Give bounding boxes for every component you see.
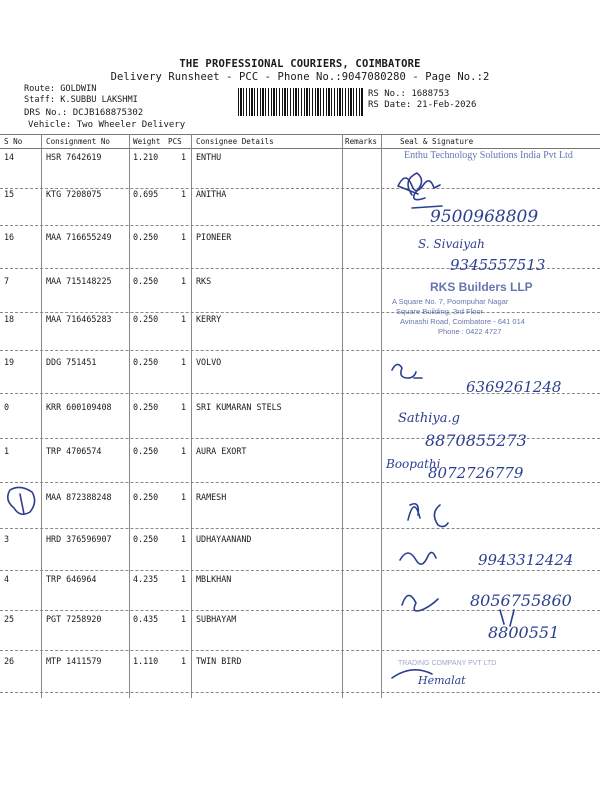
col-consignee-header: Consignee Details [196, 137, 274, 146]
pcs-cell: 1 [181, 656, 187, 666]
consignment-cell: MAA 715148225 [46, 276, 112, 286]
weight-cell: 0.250 [133, 314, 159, 324]
consignment-cell: TRP 646964 [46, 574, 97, 584]
runsheet-subtitle: Delivery Runsheet - PCC - Phone No.:9047080280 - Page No.:2 [110, 71, 490, 83]
consignment-cell: MAA 872388248 [46, 492, 112, 502]
consignment-cell: MAA 716465283 [46, 314, 112, 324]
enthu-company-stamp: Enthu Technology Solutions India Pvt Ltd [404, 150, 573, 161]
sno-cell: 19 [4, 357, 15, 367]
sno-cell: 3 [4, 534, 10, 544]
consignee-cell: SUBHAYAM [196, 614, 237, 624]
col-pcs-header: PCS [168, 137, 182, 146]
row21-phone-handwriting: 8072726779 [428, 464, 524, 482]
signature-scribble [408, 173, 442, 208]
sno-cell: 18 [4, 314, 15, 324]
consignment-cell: TRP 4706574 [46, 446, 102, 456]
pcs-cell: 1 [181, 402, 187, 412]
route-text: Route: GOLDWIN [24, 84, 97, 94]
sno-cell: 25 [4, 614, 15, 624]
row20-phone-handwriting: 8870855273 [425, 431, 527, 450]
weight-cell: 0.250 [133, 492, 159, 502]
sno-cell: 0 [4, 402, 10, 412]
pcs-cell: 1 [181, 534, 187, 544]
pcs-cell: 1 [181, 232, 187, 242]
consignee-cell: ANITHA [196, 189, 227, 199]
sno-cell: 15 [4, 189, 15, 199]
rs-no-text: RS No.: 1688753 [368, 89, 450, 99]
weight-cell: 0.435 [133, 614, 159, 624]
rks-stamp-name: RKS Builders LLP [430, 280, 533, 294]
weight-cell: 0.250 [133, 357, 159, 367]
row25-phone-handwriting: 8800551 [488, 623, 560, 642]
signature-scribble [402, 595, 438, 611]
consignment-cell: MTP 1411579 [46, 656, 102, 666]
rks-stamp-address-3: Avinashi Road, Coimbatore - 641 014 [400, 317, 525, 326]
consignee-cell: ENTHU [196, 152, 222, 162]
rks-stamp-phone: Phone : 0422 4727 [438, 327, 502, 336]
pcs-cell: 1 [181, 314, 187, 324]
signature-scribble [392, 364, 422, 378]
sno-cell: 14 [4, 152, 15, 162]
signature-scribble [400, 552, 436, 564]
consignee-cell: AURA EXORT [196, 446, 247, 456]
pcs-cell: 1 [181, 446, 187, 456]
pcs-cell: 1 [181, 492, 187, 502]
weight-cell: 0.250 [133, 232, 159, 242]
consignment-cell: HSR 7642619 [46, 152, 102, 162]
consignment-cell: KRR 600109408 [46, 402, 112, 412]
row23-phone-handwriting: 9943312424 [478, 551, 574, 569]
col-consignment-header: Consignment No [46, 137, 111, 146]
col-weight-header: Weight [133, 137, 161, 146]
pcs-cell: 1 [181, 614, 187, 624]
col-sno-header: S No [4, 137, 23, 146]
row26-name-handwriting: Hemalat [418, 674, 466, 687]
sno-cell: 16 [4, 232, 15, 242]
consignment-cell: MAA 716655249 [46, 232, 112, 242]
pcs-cell: 1 [181, 189, 187, 199]
row15-phone-handwriting: 9500968809 [430, 207, 539, 227]
signature-scribble [408, 504, 448, 527]
pcs-cell: 1 [181, 357, 187, 367]
consignment-cell: PGT 7258920 [46, 614, 102, 624]
ramesh-circle-mark [8, 487, 35, 514]
weight-cell: 0.695 [133, 189, 159, 199]
rks-stamp-address-2: Square Building, 3rd Floor [396, 307, 484, 316]
weight-cell: 0.250 [133, 276, 159, 286]
pcs-cell: 1 [181, 152, 187, 162]
row21-name-handwriting: Boopathi [386, 457, 441, 471]
consignee-cell: MBLKHAN [196, 574, 232, 584]
consignee-cell: PIONEER [196, 232, 232, 242]
consignment-cell: HRD 376596907 [46, 534, 112, 544]
weight-cell: 1.110 [133, 656, 159, 666]
weight-cell: 0.250 [133, 402, 159, 412]
consignment-cell: KTG 7208075 [46, 189, 102, 199]
weight-cell: 0.250 [133, 534, 159, 544]
sno-cell: 7 [4, 276, 10, 286]
signature-scribble [398, 178, 440, 194]
row24-phone-handwriting: 8056755860 [470, 591, 572, 610]
consignment-cell: DDG 751451 [46, 357, 97, 367]
pcs-cell: 1 [181, 276, 187, 286]
drs-text: DRS No.: DCJB168875302 [24, 108, 144, 118]
pcs-cell: 1 [181, 574, 187, 584]
weight-cell: 0.250 [133, 446, 159, 456]
consignee-cell: RAMESH [196, 492, 227, 502]
col-remarks-header: Remarks [345, 137, 378, 146]
company-title: THE PROFESSIONAL COURIERS, COIMBATORE [179, 58, 421, 70]
staff-text: Staff: K.SUBBU LAKSHMI [24, 94, 138, 105]
sno-cell: 26 [4, 656, 15, 666]
rks-stamp-address-1: A Square No. 7, Poompuhar Nagar [392, 297, 509, 306]
consignee-cell: TWIN BIRD [196, 656, 242, 666]
consignee-cell: RKS [196, 276, 212, 286]
row16-phone-handwriting: 9345557513 [450, 256, 546, 274]
twin-bird-stamp: TRADING COMPANY PVT LTD [398, 660, 497, 667]
sno-cell: 4 [4, 574, 10, 584]
sno-cell: 1 [4, 446, 10, 456]
row19-phone-handwriting: 6369261248 [466, 378, 562, 396]
row20-name-handwriting: Sathiya.g [398, 411, 460, 426]
weight-cell: 1.210 [133, 152, 159, 162]
vehicle-text: Vehicle: Two Wheeler Delivery [28, 120, 186, 130]
row16-name-handwriting: S. Sivaiyah [418, 237, 485, 251]
weight-cell: 4.235 [133, 574, 159, 584]
consignee-cell: KERRY [196, 314, 222, 324]
col-seal-header: Seal & Signature [400, 137, 474, 146]
rs-date-text: RS Date: 21-Feb-2026 [368, 99, 477, 110]
consignee-cell: UDHAYAANAND [196, 534, 252, 544]
consignee-cell: VOLVO [196, 357, 222, 367]
consignee-cell: SRI KUMARAN STELS [196, 402, 282, 412]
